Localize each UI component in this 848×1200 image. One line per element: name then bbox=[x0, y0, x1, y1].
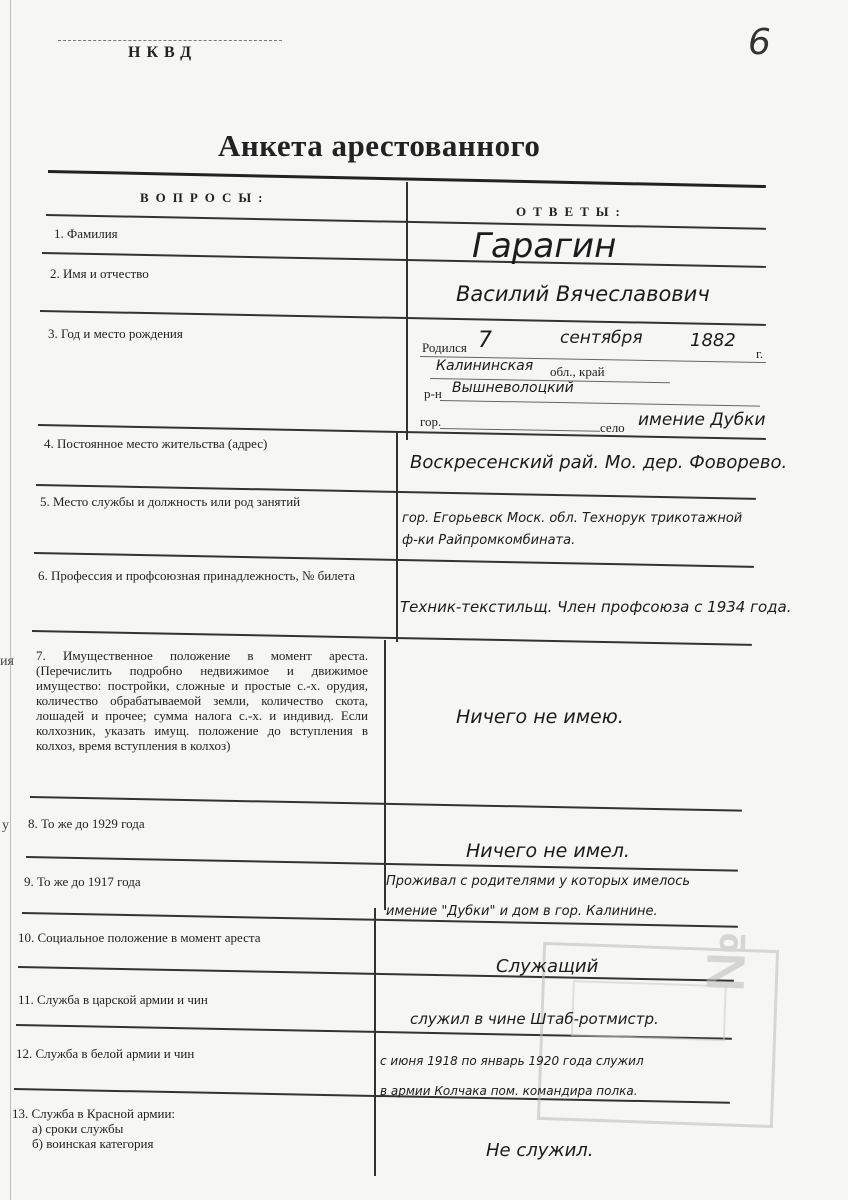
answer-9-line-1: Проживал с родителями у которых имелось bbox=[386, 874, 691, 889]
question-8: 8. То же до 1929 года bbox=[28, 816, 145, 831]
birth-month: сентября bbox=[560, 328, 643, 348]
answer-2: Василий Вячеславович bbox=[456, 282, 710, 306]
city-label: гор. bbox=[420, 414, 442, 429]
birth-village: имение Дубки bbox=[638, 410, 766, 430]
answer-7: Ничего не имею. bbox=[456, 706, 624, 728]
region-label: обл., край bbox=[550, 364, 605, 379]
row-rule bbox=[26, 856, 738, 872]
question-1: 1. Фамилия bbox=[54, 226, 118, 241]
answer-13: Не служил. bbox=[486, 1140, 594, 1161]
questions-column-header: ВОПРОСЫ: bbox=[140, 190, 270, 205]
agency-underline bbox=[58, 40, 282, 41]
answer-5: гор. Егорьевск Моск. обл. Технорук трикотажной ф-ки Райпромкомбината. bbox=[402, 511, 743, 548]
year-suffix: г. bbox=[756, 346, 764, 361]
margin-mark: ия bbox=[0, 654, 14, 669]
village-label: село bbox=[600, 420, 625, 435]
question-4: 4. Постоянное место жительства (адрес) bbox=[44, 436, 268, 451]
question-7: 7. Имущественное положение в момент ареста. (Перечислить подробно недвижимое и движимое имущество: постройки, сложные и простые с.-х. орудия, количество обрабатываемой земли, количество скота, лошадей и прочее; сумма налога с.-х. и индивид. Если колхозник, указать имущ. положение до вступления в колхоз, время вступления в колхоз) bbox=[36, 648, 368, 753]
margin-mark: у bbox=[2, 818, 9, 833]
question-5: 5. Место службы и должность или род занятий bbox=[40, 494, 301, 509]
question-6: 6. Профессия и профсоюзная принадлежность, № билета bbox=[38, 568, 356, 583]
answer-6: Техник-текстильщ. Член профсоюза с 1934 года. bbox=[400, 598, 792, 616]
column-divider bbox=[384, 640, 386, 910]
form-underline bbox=[440, 400, 760, 407]
answer-10: Служащий bbox=[496, 956, 599, 977]
answer-12-line-2: в армии Колчака пом. командира полка. bbox=[380, 1084, 638, 1098]
birth-district: Вышневолоцкий bbox=[452, 380, 574, 396]
left-margin-line bbox=[10, 0, 11, 1200]
answer-1: Гарагин bbox=[472, 226, 617, 266]
answer-4: Воскресенский рай. Мо. дер. Фоворево. bbox=[410, 452, 788, 473]
agency-name: НКВД bbox=[128, 44, 198, 61]
row-rule bbox=[34, 552, 754, 568]
row-rule bbox=[32, 630, 752, 646]
question-9: 9. То же до 1917 года bbox=[24, 874, 141, 889]
column-divider bbox=[396, 432, 398, 642]
answers-column-header: ОТВЕТЫ: bbox=[516, 204, 627, 219]
district-label: р-н bbox=[424, 386, 442, 401]
question-13-title: 13. Служба в Красной армии: bbox=[12, 1106, 176, 1121]
question-2: 2. Имя и отчество bbox=[50, 266, 149, 281]
birth-region: Калининская bbox=[436, 358, 534, 374]
column-divider bbox=[374, 908, 376, 1176]
birth-day: 7 bbox=[478, 328, 492, 353]
answer-12-line-1: с июня 1918 по январь 1920 года служил bbox=[380, 1054, 644, 1068]
page-number: 6 bbox=[748, 22, 771, 63]
birth-year: 1882 bbox=[690, 330, 736, 351]
row-rule bbox=[40, 310, 766, 326]
question-12: 12. Служба в белой армии и чин bbox=[16, 1046, 195, 1061]
born-label: Родился bbox=[422, 340, 467, 355]
answer-8: Ничего не имел. bbox=[466, 840, 630, 862]
question-13-a: а) сроки службы bbox=[32, 1121, 124, 1136]
answer-11: служил в чине Штаб-ротмистр. bbox=[410, 1010, 659, 1028]
answer-9-line-2: имение "Дубки" и дом в гор. Калинине. bbox=[386, 904, 658, 919]
question-13-b: б) воинская категория bbox=[32, 1136, 154, 1151]
document-title: Анкета арестованного bbox=[218, 128, 541, 163]
question-13 bbox=[12, 1106, 362, 1151]
question-10: 10. Социальное положение в момент ареста bbox=[18, 930, 261, 945]
stamp-number-mark: № bbox=[695, 930, 758, 993]
question-11: 11. Служба в царской армии и чин bbox=[18, 992, 208, 1007]
question-3: 3. Год и место рождения bbox=[48, 326, 183, 341]
